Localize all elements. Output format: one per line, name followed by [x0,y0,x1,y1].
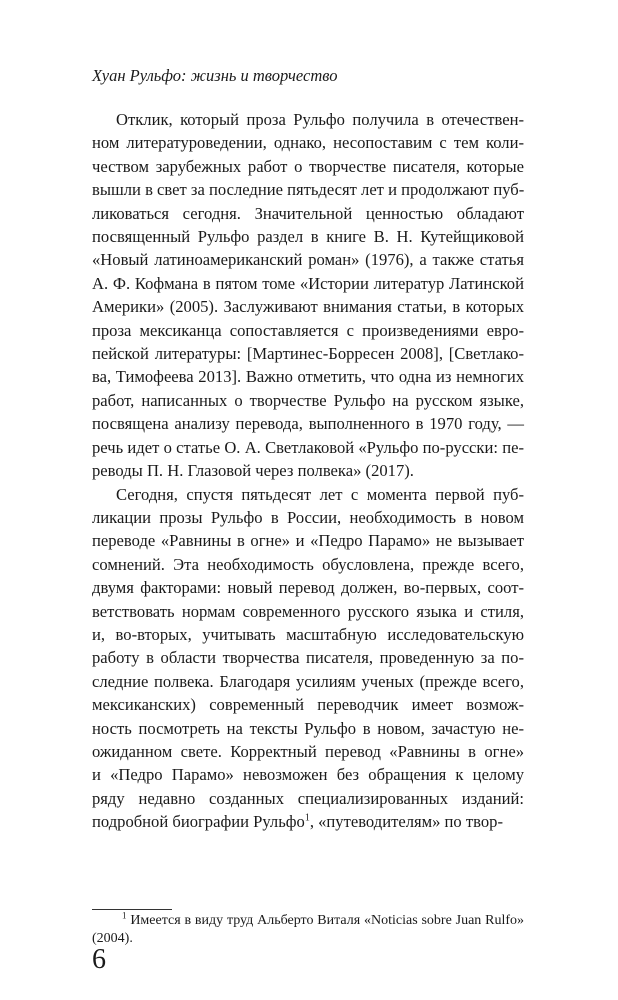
text-line: двумя факторами: новый перевод должен, во-первых, соот- [92,578,524,598]
paragraph [92,483,524,811]
text-line: проза мексиканца сопоставляется с произведениями евро- [92,320,524,340]
footnote [92,912,524,948]
text-line: подробной биографии Рульфо$^1$, «путеводителям» по твор- [92,812,503,832]
text-line: Америки» (2005). Заслуживают внимания статьи, в которых [92,297,524,317]
text-line: посвященный Рульфо раздел в книге В. Н. Кутейщиковой [92,227,524,247]
text-line: Сегодня, спустя пятьдесят лет с момента первой пуб- [116,484,524,504]
text-line: А. Ф. Кофмана в пятом томе «Истории литератур Латинской [92,273,524,293]
footnote-line: (2004). [92,931,133,946]
paragraph [92,108,524,483]
text-line: чеством зарубежных работ о творчестве писателя, которые [92,156,524,176]
text-line: работ, написанных о творчестве Рульфо на русском языке, [92,390,524,410]
page-number: 6 [92,944,106,975]
footnote-divider [92,909,172,910]
text-line: ликоваться сегодня. Значительной ценностью обладают [92,203,524,223]
text-line: ном литературоведении, однако, несопоставим с тем коли- [92,133,524,153]
text-line: и, во-вторых, учитывать масштабную исследовательскую [92,624,524,644]
text-line: ряду недавно созданных специализированных изданий: [92,788,524,808]
text-line: ва, Тимофеева 2013]. Важно отметить, что одна из немногих [92,367,524,387]
text-line: сомнений. Эта необходимость обусловлена, прежде всего, [92,554,524,574]
text-line: и «Педро Парамо» невозможен без обращения к целому [92,765,524,785]
footnote-line: $^1$ Имеется в виду труд Альберто Виталя «Noticias sobre Juan Rulfo» [122,910,524,928]
text-line: мексиканских) современный переводчик имеет возмож- [92,695,524,715]
text-line: ликации прозы Рульфо в России, необходимость в новом [92,507,524,527]
text-line: посвящена анализу перевода, выполненного в 1970 году, — [92,414,524,434]
text-line: «Новый латиноамериканский роман» (1976), а также статья [92,250,524,270]
body-text [92,108,524,834]
text-line: ность посмотреть на тексты Рульфо в новом, зачастую не- [92,718,524,738]
text-line: следние полвека. Благодаря усилиям ученых (прежде всего, [92,671,524,691]
text-line: работу в области творчества писателя, проведенную за по- [92,648,524,668]
text-line: ожиданном свете. Корректный перевод «Равнины в огне» [92,741,524,761]
text-line: пейской литературы: [Мартинес-Борресен 2008], [Светлако- [92,344,524,364]
text-line: реводы П. Н. Глазовой через полвека» (2017). [92,461,414,481]
text-line: переводе «Равнины в огне» и «Педро Парамо» не вызывает [92,531,524,551]
footnote-reference[interactable]: 1 [304,812,310,824]
text-line: речь идет о статье О. А. Светлаковой «Рульфо по-русски: пе- [92,437,524,457]
text-line: вышли в свет за последние пятьдесят лет и продолжают пуб- [92,180,525,200]
running-head: Хуан Рульфо: жизнь и творчество [92,66,338,85]
text-line: ветствовать нормам современного русского языка и стиля, [92,601,524,621]
footnote-marker: 1 [122,910,127,921]
text-line: Отклик, который проза Рульфо получила в отечествен- [116,110,524,129]
